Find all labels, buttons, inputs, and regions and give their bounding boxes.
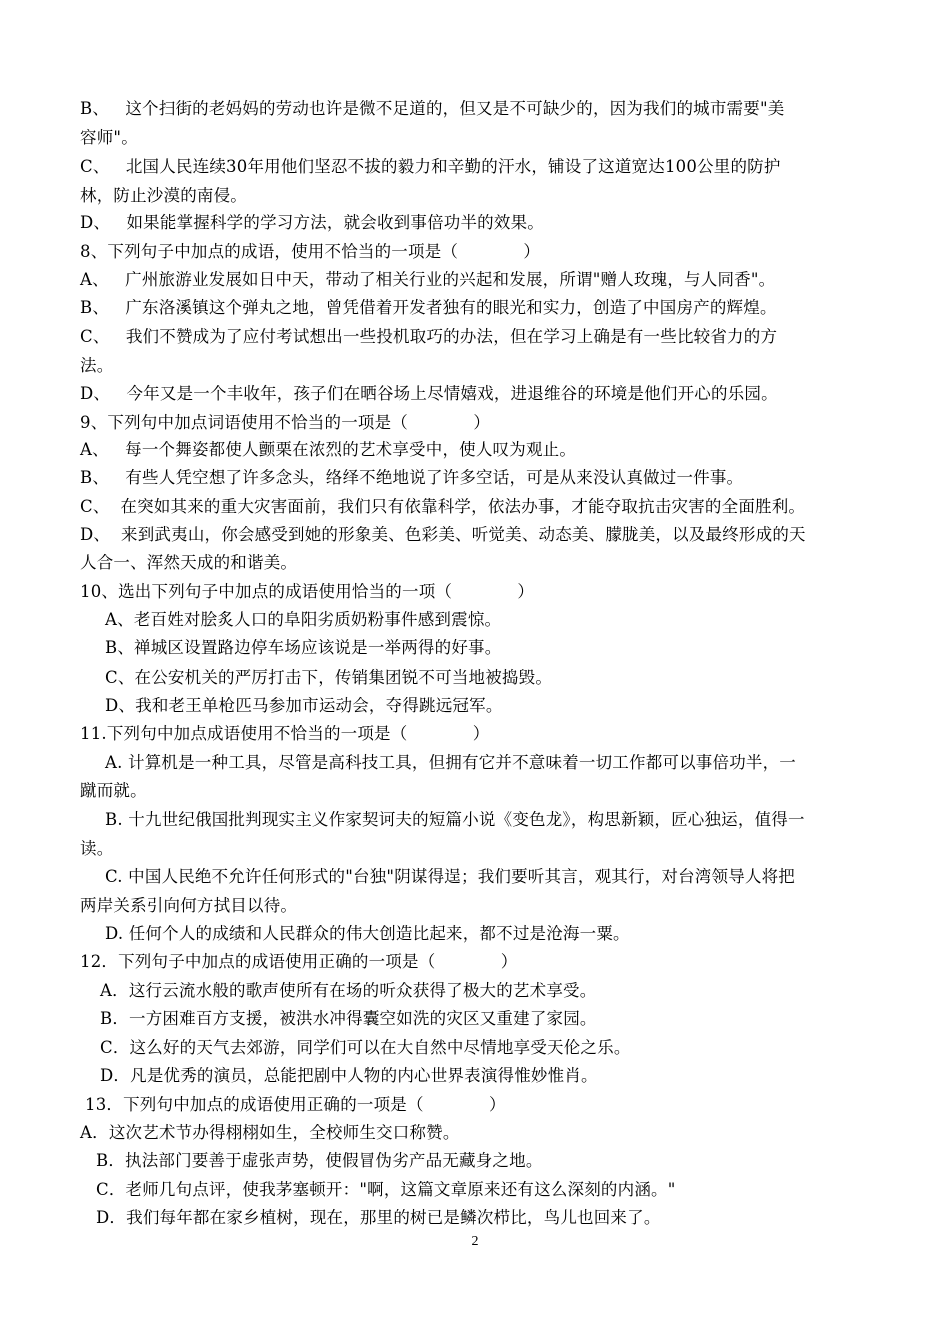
question-stem: 10、选出下列句子中加点的成语使用恰当的一项（ ） bbox=[80, 582, 535, 601]
option-d: D. 任何个人的成绩和人民群众的伟大创造比起来，都不过是沧海一粟。 bbox=[105, 924, 630, 943]
text-line: A、 每一个舞姿都使人颤栗在浓烈的艺术享受中，使人叹为观止。 bbox=[80, 440, 577, 459]
text-line: B、 有些人凭空想了许多念头，络绎不绝地说了许多空话，可是从来没认真做过一件事。 bbox=[80, 468, 744, 487]
option-a: A. 计算机是一种工具，尽管是高科技工具，但拥有它并不意味着一切工作都可以事倍功半，一 bbox=[105, 753, 797, 772]
text-line: 法。 bbox=[80, 356, 114, 375]
text-line: C、 北国人民连续30年用他们坚忍不拔的毅力和辛勤的汗水，铺设了这道宽达100公里的防护 bbox=[80, 157, 781, 176]
option-a: A．这行云流水般的歌声使所有在场的听众获得了极大的艺术享受。 bbox=[100, 981, 597, 1000]
page-number: 2 bbox=[471, 1234, 479, 1249]
option-c: C、在公安机关的严厉打击下，传销集团锐不可当地被捣毁。 bbox=[105, 668, 553, 687]
text-line: A、 广州旅游业发展如日中天，带动了相关行业的兴起和发展，所谓"赠人玫瑰，与人同香"。 bbox=[80, 270, 776, 289]
option-c: C．这么好的天气去郊游，同学们可以在大自然中尽情地享受天伦之乐。 bbox=[100, 1038, 631, 1057]
text-line: B、 这个扫街的老妈妈的劳动也许是微不足道的，但又是不可缺少的，因为我们的城市需要"美 bbox=[80, 99, 785, 118]
text-line: 蹴而就。 bbox=[80, 781, 147, 800]
option-d: D、我和老王单枪匹马参加市运动会，夺得跳远冠军。 bbox=[105, 696, 503, 715]
text-line: C、 我们不赞成为了应付考试想出一些投机取巧的办法，但在学习上确是有一些比较省力的方 bbox=[80, 327, 778, 346]
question-stem: 12．下列句子中加点的成语使用正确的一项是（ ） bbox=[80, 952, 518, 971]
question-stem: 8、下列句子中加点的成语，使用不恰当的一项是（ ） bbox=[80, 242, 541, 261]
option-a: A．这次艺术节办得栩栩如生，全校师生交口称赞。 bbox=[80, 1123, 460, 1142]
option-c: C. 中国人民绝不允许任何形式的"台独"阴谋得逞；我们要听其言，观其行，对台湾领导人将把 bbox=[105, 867, 796, 886]
option-b: B．执法部门要善于虚张声势，使假冒伪劣产品无藏身之地。 bbox=[96, 1151, 543, 1170]
option-d: D．凡是优秀的演员，总能把剧中人物的内心世界表演得惟妙惟肖。 bbox=[100, 1066, 598, 1085]
option-b: B、禅城区设置路边停车场应该说是一举两得的好事。 bbox=[105, 638, 502, 657]
option-d: D．我们每年都在家乡植树，现在，那里的树已是鳞次栉比，鸟儿也回来了。 bbox=[96, 1208, 661, 1227]
option-a: A、老百姓对脍炙人口的阜阳劣质奶粉事件感到震惊。 bbox=[105, 610, 502, 629]
text-line: 林，防止沙漠的南侵。 bbox=[80, 186, 247, 205]
option-c: C．老师几句点评，使我茅塞顿开："啊，这篇文章原来还有这么深刻的内涵。" bbox=[96, 1180, 676, 1199]
text-line: D、 如果能掌握科学的学习方法，就会收到事倍功半的效果。 bbox=[80, 213, 544, 232]
question-stem: 13．下列句中加点的成语使用正确的一项是（ ） bbox=[85, 1095, 506, 1114]
text-line: 读。 bbox=[80, 839, 114, 858]
question-stem: 11.下列句中加点成语使用不恰当的一项是（ ） bbox=[80, 724, 490, 743]
question-stem: 9、下列句中加点词语使用不恰当的一项是（ ） bbox=[80, 413, 491, 432]
text-line: D、 来到武夷山，你会感受到她的形象美、色彩美、听觉美、动态美、朦胧美，以及最终形成的天 bbox=[80, 525, 806, 544]
option-b: B. 十九世纪俄国批判现实主义作家契诃夫的短篇小说《变色龙》，构思新颖，匠心独运，值得一 bbox=[105, 810, 805, 829]
text-line: B、 广东洛溪镇这个弹丸之地，曾凭借着开发者独有的眼光和实力，创造了中国房产的辉煌。 bbox=[80, 298, 777, 317]
text-line: 容师"。 bbox=[80, 128, 138, 147]
text-line: C、 在突如其来的重大灾害面前，我们只有依靠科学，依法办事，才能夺取抗击灾害的全面胜利。 bbox=[80, 497, 806, 516]
text-line: 人合一、浑然天成的和谐美。 bbox=[80, 553, 298, 572]
text-line: D、 今年又是一个丰收年，孩子们在晒谷场上尽情嬉戏，进退维谷的环境是他们开心的乐园。 bbox=[80, 384, 778, 403]
option-b: B．一方困难百方支援，被洪水冲得囊空如洗的灾区又重建了家园。 bbox=[100, 1009, 597, 1028]
text-line: 两岸关系引向何方拭目以待。 bbox=[80, 896, 298, 915]
